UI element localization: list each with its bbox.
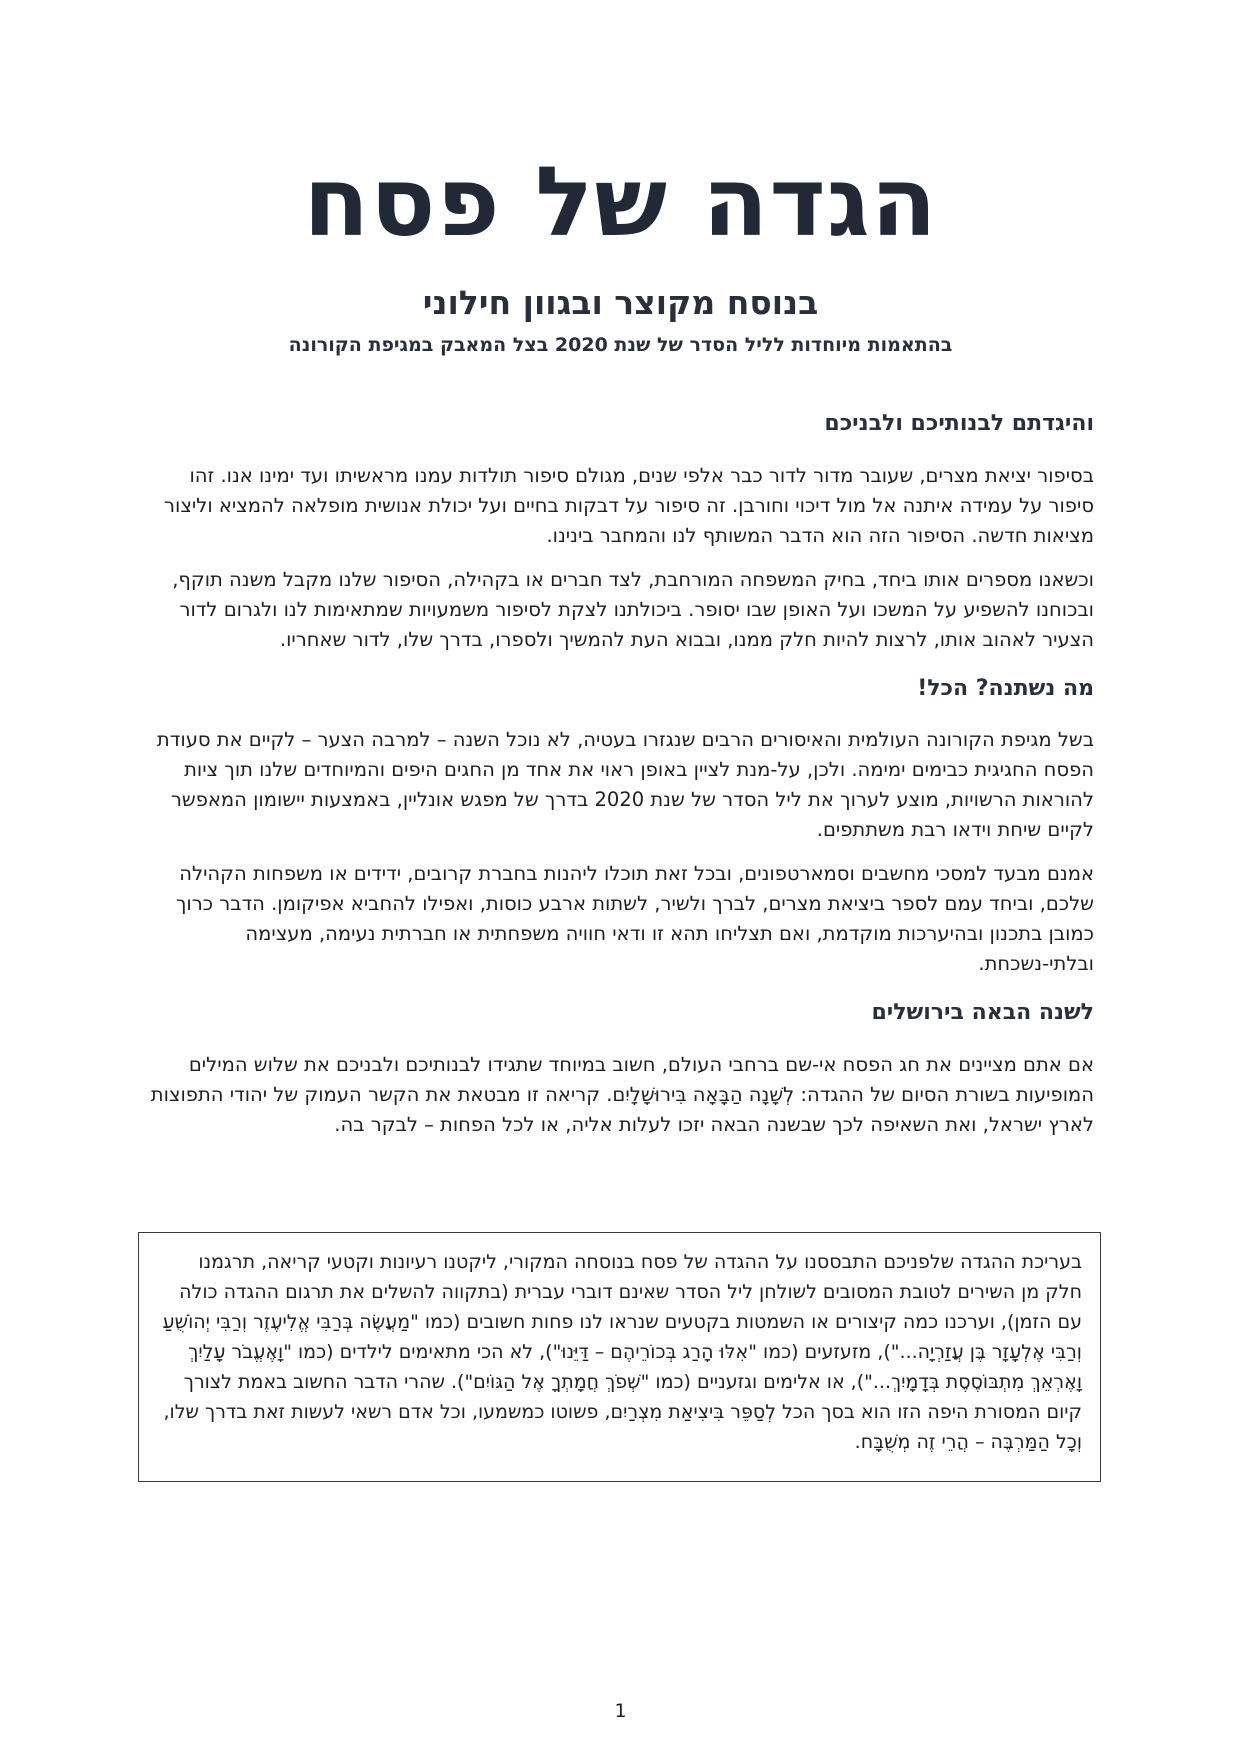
section-heading: לשנה הבאה בירושלים: [871, 1000, 1094, 1026]
paragraph: אמנם מבעד למסכי מחשבים וסמארטפונים, ובכל זאת תוכלו ליהנות בחברת קרובים, ידידים או משפחות הקהילה שלכם, וביחד עמם לספר ביציאת מצרים, לברך ולשיר, לשתות ארבע כוסות, ואפילו להחביא אפיקומן. הדבר כרוך כמובן בתכנון ובהיערכות מוקדמת, ואם תצליחו תהא זו ודאי חוויה משפחתית או חברתית נעימה, מעצימה ובלתי-נשכחת.: [175, 862, 1094, 976]
page-title: הגדה של פסח: [303, 146, 938, 258]
editorial-note-box: בעריכת ההגדה שלפניכם התבססנו על ההגדה של פסח בנוסחה המקורי, ליקטנו רעיונות וקטעי קריאה, תרגמנו חלק מן השירים לטובת המסובים לשולחן ליל הסדר שאינם דוברי עברית (בתקווה להשלים את תרגום ההגדה כולה עם הזמן), וערכנו כמה קיצורים או השמטות בקטעים שנראו לנו פחות חשובים (כמו "מַעֲשֶׂה בְּרַבִּי אֱלִיעֶזֶר וְרַבִּי יְהוֹשֻׁעַ וְרַבִּי אֶלְעָזָר בֶּן עֲזַרְיָה..."), מזעזעים (כמו "אִלּוּ הָרַג בְּכוֹרֵיהֶם – דַּיֵּנוּ"), לא הכי מתאימים לילדים (כמו "וָאֶעֱבֹר עָלַיִךְ וָאֶרְאֵךְ מִתְבּוֹסֶסֶת בְּדָמָיִךְ..."), או אלימים וגזעניים (כמו "שְׁפֹךְ חֲמָתְךָ אֶל הַגּוֹיִם"). שהרי הדבר החשוב באמת לצורך קיום המסורת היפה הזו הוא בסך הכל לְסַפֵּר בִּיצִיאַת מִצְרַיִם, פשוטו כמשמעו, וכל אדם רשאי לעשות זאת בדרך שלו, וְכָל הַמַּרְבֶּה – הֲרֵי זֶה מְשֻׁבָּח.: [138, 1232, 1101, 1482]
paragraph: בסיפור יציאת מצרים, שעובר מדור לדור כבר אלפי שנים, מגולם סיפור תולדות עמנו מראשיתו ועד ימינו אנו. זהו סיפור על עמידה איתנה אל מול דיכוי וחורבן. זה סיפור על דבקות בחיים ועל יכולת אנושית מופלאה להמציא וליצור מציאות חדשה. הסיפור הזה הוא הדבר המשותף לנו והמחבר בינינו.: [164, 463, 1094, 547]
paragraph: בשל מגיפת הקורונה העולמית והאיסורים הרבים שנגזרו בעטיה, לא נוכל השנה – למרבה הצער – לקיים את סעודת הפסח החגיגית כבימים ימימה. ולכן, על-מנת לציין באופן ראוי את אחד מן החגים היפים והמיוחדים שלנו תוך ציות להוראות הרשויות, מוצע לערוך את ליל הסדר של שנת 2020 בדרך של מפגש אונליין, באמצעות יישומון המאפשר לקיים שיחת וידאו רבת משתתפים.: [156, 728, 1094, 842]
section-heading: מה נשתנה? הכל!: [917, 675, 1094, 701]
section-heading: והיגדתם לבנותיכם ולבניכם: [824, 411, 1094, 436]
main-content: [144, 410, 1094, 1154]
page-tagline: בהתאמות מיוחדות לליל הסדר של שנת 2020 בצל המאבק במגיפת הקורונה: [288, 334, 953, 356]
page-subtitle: בנוסח מקוצר ובגוון חילוני: [422, 283, 819, 322]
page-number: 1: [614, 1700, 627, 1722]
paragraph: אם אתם מציינים את חג הפסח אי-שם ברחבי העולם, חשוב במיוחד שתגידו לבנותיכם ולבניכם את שלוש המילים המופיעות בשורת הסיום של ההגדה: לְשָׁנָה הַבָּאָה בִּירוּשָׁלָיִם. קריאה זו מבטאת את הקשר העמוק של יהודי התפוצות לארץ ישראל, ואת השאיפה לכך שבשנה הבאה יזכו לעלות אליה, או לכל הפחות – לבקר בה.: [150, 1052, 1094, 1136]
paragraph: וכשאנו מספרים אותו ביחד, בחיק המשפחה המורחבת, לצד חברים או בקהילה, הסיפור שלנו מקבל משנה תוקף, ובכוחנו להשפיע על המשכו ועל האופן שבו יסופר. ביכולתנו לצקת לסיפור משמעויות שמתאימות לנו ולגרום לדור הצעיר לאהוב אותו, לרצות להיות חלק ממנו, ובבוא העת להמשיך ולספרו, בדרך שלו, לדור שאחריו.: [172, 567, 1094, 651]
